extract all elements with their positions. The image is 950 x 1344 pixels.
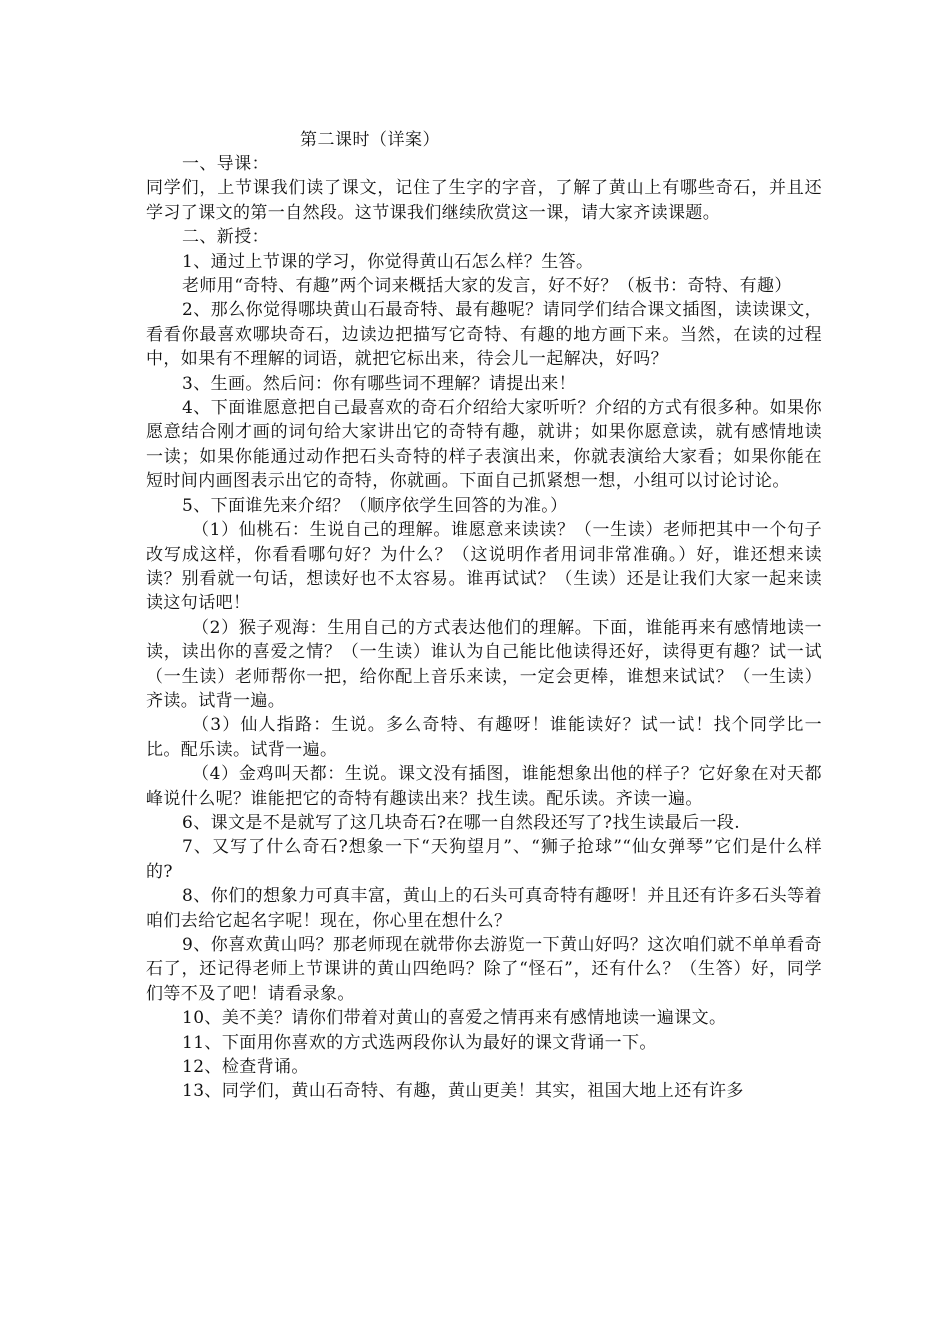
paragraph-item: 11、下面用你喜欢的方式选两段你认为最好的课文背诵一下。 bbox=[182, 1032, 657, 1053]
paragraph-item: 3、生画。然后问：你有哪些词不理解？请提出来！ bbox=[182, 373, 577, 394]
lesson-title: 第二课时（详案） bbox=[300, 130, 440, 150]
paragraph-item: 6、课文是不是就写了这几块奇石?在哪一自然段还写了?找生读最后一段. bbox=[182, 812, 741, 833]
paragraph-item: 7、又写了什么奇石?想象一下“天狗望月”、“狮子抢球”“仙女弹琴”它们是什么样的? bbox=[146, 837, 822, 882]
section-heading-new-lesson: 二、新授： bbox=[182, 227, 269, 248]
paragraph-subitem: （2）猴子观海：生用自己的方式表达他们的理解。下面，谁能再来有感情地读一读，读出你的喜爱之情？（一生读）谁认为自己能比他读得还好，读得更有趣？试一试（一生读）老师帮你一把，给你配上音乐来读，一定会更棒，谁想来试试？（一生读）齐读。试背一遍。 bbox=[146, 617, 822, 711]
paragraph-item: 2、那么你觉得哪块黄山石最奇特、最有趣呢？请同学们结合课文插图，读读课文，看看你最喜欢哪块奇石，边读边把描写它奇特、有趣的地方画下来。当然，在读的过程中，如果有不理解的词语，就把它标出来，待会儿一起解决，好吗？ bbox=[146, 300, 822, 370]
paragraph-item: 4、下面谁愿意把自己最喜欢的奇石介绍给大家听听？介绍的方式有很多种。如果你愿意结合刚才画的词句给大家讲出它的奇特有趣，就讲；如果你愿意读，就有感情地读一读；如果你能通过动作把石头奇特的样子表演出来，你就表演给大家看；如果你能在短时间内画图表示出它的奇特，你就画。下面自己抓紧想一想，小组可以讨论讨论。 bbox=[146, 398, 822, 492]
paragraph-subitem: （4）金鸡叫天都：生说。课文没有插图，谁能想象出他的样子？它好象在对天都峰说什么呢？谁能把它的奇特有趣读出来？找生读。配乐读。齐读一遍。 bbox=[146, 764, 822, 809]
paragraph-subitem: （1）仙桃石：生说自己的理解。谁愿意来读读？（一生读）老师把其中一个句子改写成这样，你看看哪句好？为什么？（这说明作者用词非常准确。）好，谁还想来读读？别看就一句话，想读好也不太容易。谁再试试？（生读）还是让我们大家一起来读读这句话吧！ bbox=[146, 520, 822, 614]
section-heading-intro: 一、导课： bbox=[182, 154, 269, 174]
paragraph-item: 5、下面谁先来介绍？（顺序依学生回答的为准。） bbox=[182, 495, 568, 516]
paragraph-item: 10、美不美？请你们带着对黄山的喜爱之情再来有感情地读一遍课文。 bbox=[182, 1008, 727, 1029]
paragraph-subitem: （3）仙人指路：生说。多么奇特、有趣呀！谁能读好？试一试！找个同学比一比。配乐读。试背一遍。 bbox=[146, 715, 822, 760]
paragraph-item: 8、你们的想象力可真丰富，黄山上的石头可真奇特有趣呀！并且还有许多石头等着咱们去给它起名字呢！现在，你心里在想什么？ bbox=[146, 886, 822, 931]
paragraph-intro-text: 同学们，上节课我们读了课文，记住了生字的字音，了解了黄山上有哪些奇石，并且还学习了课文的第一自然段。这节课我们继续欣赏这一课，请大家齐读课题。 bbox=[146, 178, 822, 223]
paragraph-item: 老师用“奇特、有趣”两个词来概括大家的发言，好不好？（板书：奇特、有趣） bbox=[182, 276, 792, 297]
paragraph-item: 13、同学们，黄山石奇特、有趣，黄山更美！其实，祖国大地上还有许多 bbox=[182, 1081, 744, 1102]
paragraph-item: 12、检查背诵。 bbox=[182, 1057, 309, 1078]
paragraph-item: 9、你喜欢黄山吗？那老师现在就带你去游览一下黄山好吗？这次咱们就不单单看奇石了，还记得老师上节课讲的黄山四绝吗？除了“怪石”，还有什么？（生答）好，同学们等不及了吧！请看录象。 bbox=[146, 935, 822, 1004]
document-body bbox=[146, 152, 822, 1104]
paragraph-item: 1、通过上节课的学习，你觉得黄山石怎么样？生答。 bbox=[182, 251, 594, 272]
